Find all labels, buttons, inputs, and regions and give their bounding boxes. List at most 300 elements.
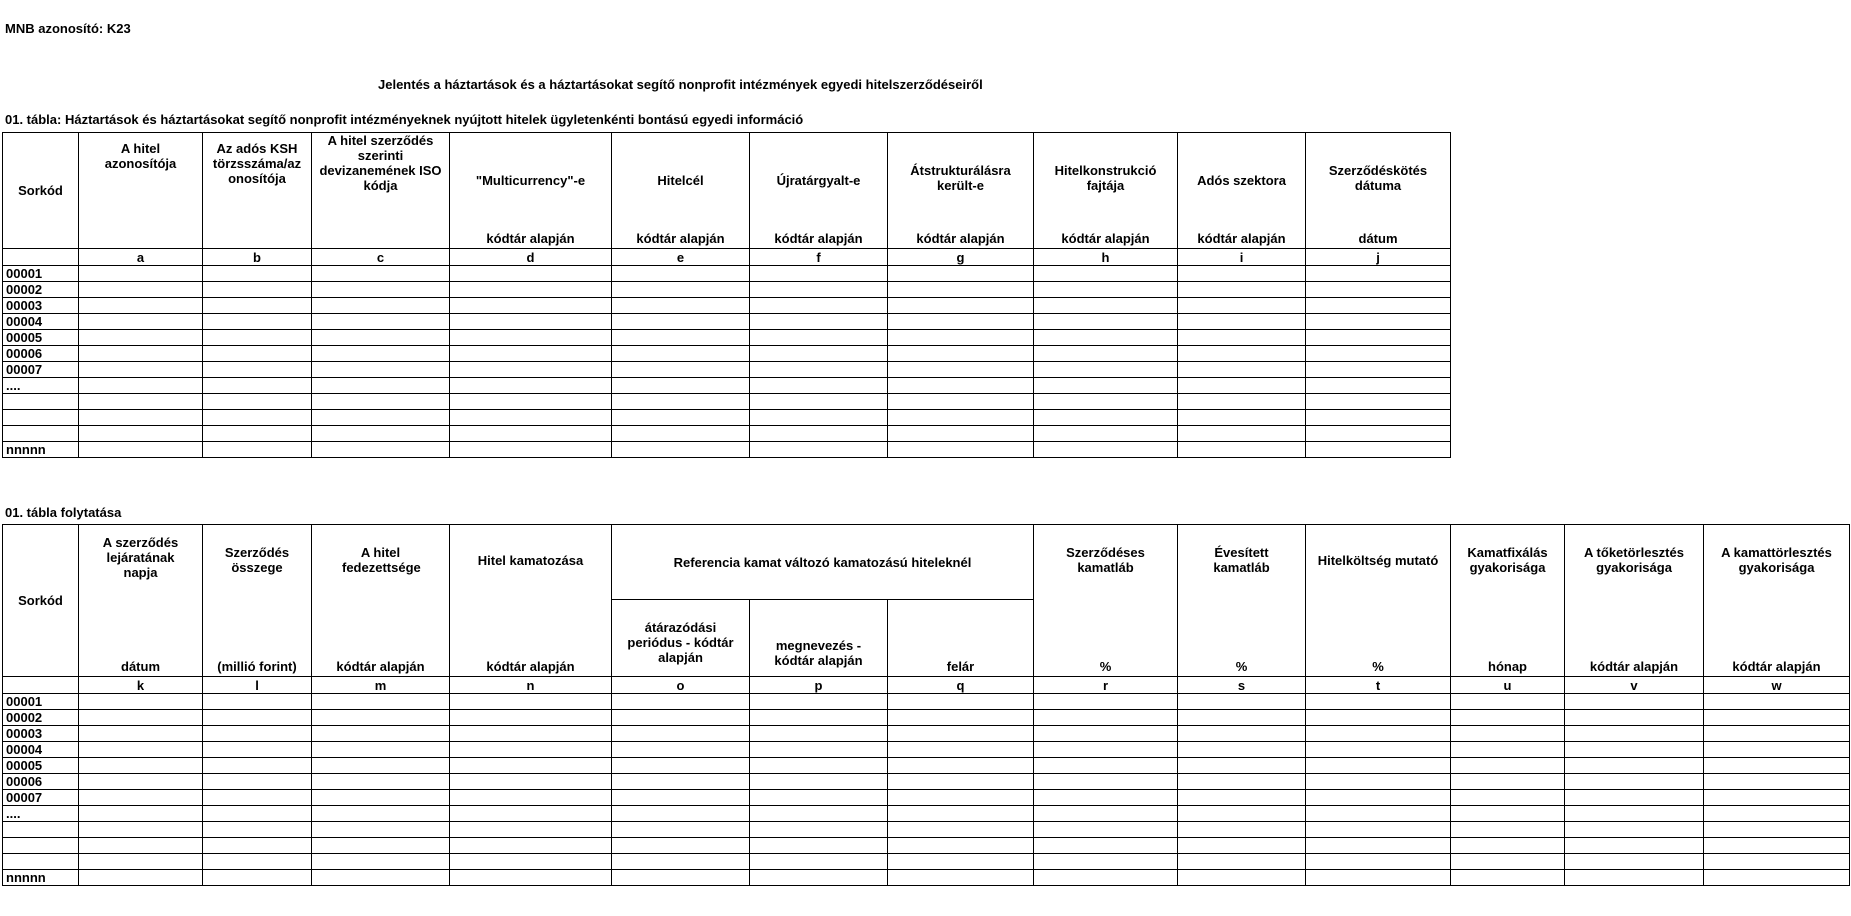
data-cell[interactable] <box>450 282 612 298</box>
data-cell[interactable] <box>612 410 750 426</box>
data-cell[interactable] <box>1565 806 1704 822</box>
mnb-identifier: MNB azonosító: K23 <box>5 21 131 36</box>
data-cell[interactable] <box>888 426 1034 442</box>
data-cell[interactable] <box>450 806 612 822</box>
data-cell[interactable] <box>1034 426 1178 442</box>
data-cell[interactable] <box>1178 346 1306 362</box>
data-cell[interactable] <box>450 758 612 774</box>
data-cell[interactable] <box>203 806 312 822</box>
data-cell[interactable] <box>1306 774 1451 790</box>
data-cell[interactable] <box>888 822 1034 838</box>
data-cell[interactable] <box>612 314 750 330</box>
data-cell[interactable] <box>1565 870 1704 886</box>
data-cell[interactable] <box>1034 442 1178 458</box>
data-cell[interactable] <box>450 774 612 790</box>
data-cell[interactable] <box>203 870 312 886</box>
table1-header-j-unit: dátum <box>1358 231 1398 246</box>
data-cell[interactable] <box>1451 854 1565 870</box>
data-cell[interactable] <box>450 298 612 314</box>
data-cell[interactable] <box>1034 758 1178 774</box>
data-cell[interactable] <box>1034 694 1178 710</box>
table1-letter-blank <box>3 249 79 266</box>
data-cell[interactable] <box>888 854 1034 870</box>
data-cell[interactable] <box>1451 790 1565 806</box>
data-cell[interactable] <box>450 266 612 282</box>
data-cell[interactable] <box>203 854 312 870</box>
data-cell[interactable] <box>612 870 750 886</box>
data-cell[interactable] <box>312 410 450 426</box>
data-cell[interactable] <box>888 806 1034 822</box>
data-cell[interactable] <box>1306 694 1451 710</box>
data-cell[interactable] <box>79 854 203 870</box>
data-cell[interactable] <box>1306 838 1451 854</box>
data-cell[interactable] <box>1034 774 1178 790</box>
data-cell[interactable] <box>1034 346 1178 362</box>
data-cell[interactable] <box>888 266 1034 282</box>
data-cell[interactable] <box>1178 394 1306 410</box>
data-cell[interactable] <box>612 822 750 838</box>
data-cell[interactable] <box>1704 742 1850 758</box>
data-cell[interactable] <box>888 774 1034 790</box>
data-cell[interactable] <box>312 758 450 774</box>
table1-letter-a: a <box>79 249 203 266</box>
data-cell[interactable] <box>312 426 450 442</box>
data-cell[interactable] <box>1451 742 1565 758</box>
data-cell[interactable] <box>1178 410 1306 426</box>
data-cell[interactable] <box>1451 774 1565 790</box>
data-cell[interactable] <box>79 282 203 298</box>
data-cell[interactable] <box>750 790 888 806</box>
data-cell[interactable] <box>312 330 450 346</box>
data-cell[interactable] <box>79 806 203 822</box>
data-cell[interactable] <box>612 394 750 410</box>
data-cell[interactable] <box>1306 758 1451 774</box>
data-cell[interactable] <box>450 870 612 886</box>
data-cell[interactable] <box>203 362 312 378</box>
data-cell[interactable] <box>888 442 1034 458</box>
data-cell[interactable] <box>750 298 888 314</box>
data-cell[interactable] <box>312 282 450 298</box>
data-cell[interactable] <box>1451 758 1565 774</box>
data-cell[interactable] <box>79 442 203 458</box>
data-cell[interactable] <box>1306 742 1451 758</box>
data-cell[interactable] <box>1178 822 1306 838</box>
data-cell[interactable] <box>79 362 203 378</box>
data-cell[interactable] <box>1306 346 1451 362</box>
data-cell[interactable] <box>450 362 612 378</box>
data-cell[interactable] <box>1034 854 1178 870</box>
data-cell[interactable] <box>450 710 612 726</box>
data-cell[interactable] <box>1178 726 1306 742</box>
data-cell[interactable] <box>1306 266 1451 282</box>
data-cell[interactable] <box>450 346 612 362</box>
row-code: 00004 <box>3 314 79 330</box>
data-cell[interactable] <box>750 710 888 726</box>
data-cell[interactable] <box>203 442 312 458</box>
data-cell[interactable] <box>203 378 312 394</box>
data-cell[interactable] <box>79 822 203 838</box>
data-cell[interactable] <box>1451 710 1565 726</box>
data-cell[interactable] <box>1704 838 1850 854</box>
data-cell[interactable] <box>1178 362 1306 378</box>
data-cell[interactable] <box>1451 870 1565 886</box>
data-cell[interactable] <box>1306 410 1451 426</box>
data-cell[interactable] <box>750 758 888 774</box>
data-cell[interactable] <box>750 426 888 442</box>
report-title: Jelentés a háztartások és a háztartásokat segítő nonprofit intézmények egyedi hitelszerződéseiről <box>378 77 983 92</box>
data-cell[interactable] <box>612 742 750 758</box>
data-cell[interactable] <box>750 854 888 870</box>
data-cell[interactable] <box>888 410 1034 426</box>
data-cell[interactable] <box>1565 694 1704 710</box>
data-cell[interactable] <box>612 774 750 790</box>
data-cell[interactable] <box>1306 426 1451 442</box>
data-cell[interactable] <box>203 710 312 726</box>
data-cell[interactable] <box>203 790 312 806</box>
data-cell[interactable] <box>612 378 750 394</box>
data-cell[interactable] <box>79 410 203 426</box>
data-cell[interactable] <box>750 266 888 282</box>
data-cell[interactable] <box>79 298 203 314</box>
data-cell[interactable] <box>750 694 888 710</box>
data-cell[interactable] <box>79 394 203 410</box>
data-cell[interactable] <box>1565 758 1704 774</box>
data-cell[interactable] <box>1704 822 1850 838</box>
data-cell[interactable] <box>312 442 450 458</box>
data-cell[interactable] <box>1034 838 1178 854</box>
data-cell[interactable] <box>203 758 312 774</box>
data-cell[interactable] <box>312 774 450 790</box>
table-row <box>3 442 1451 458</box>
table1-letter-g: g <box>888 249 1034 266</box>
data-cell[interactable] <box>1306 822 1451 838</box>
data-cell[interactable] <box>1704 870 1850 886</box>
data-cell[interactable] <box>1306 282 1451 298</box>
data-cell[interactable] <box>79 314 203 330</box>
data-cell[interactable] <box>312 710 450 726</box>
table-row <box>3 298 1451 314</box>
data-cell[interactable] <box>312 378 450 394</box>
data-cell[interactable] <box>1034 298 1178 314</box>
data-cell[interactable] <box>79 838 203 854</box>
data-cell[interactable] <box>79 266 203 282</box>
data-cell[interactable] <box>888 282 1034 298</box>
table1-header-h: Hitelkonstrukció fajtája <box>1054 163 1157 193</box>
data-cell[interactable] <box>1034 282 1178 298</box>
data-cell[interactable] <box>312 726 450 742</box>
data-cell[interactable] <box>79 870 203 886</box>
data-cell[interactable] <box>750 314 888 330</box>
data-cell[interactable] <box>79 694 203 710</box>
data-cell[interactable] <box>1178 870 1306 886</box>
data-cell[interactable] <box>1565 742 1704 758</box>
data-cell[interactable] <box>1451 694 1565 710</box>
data-cell[interactable] <box>888 362 1034 378</box>
data-cell[interactable] <box>450 330 612 346</box>
data-cell[interactable] <box>312 346 450 362</box>
data-cell[interactable] <box>1034 742 1178 758</box>
table1-header-f-unit: kódtár alapján <box>774 231 863 246</box>
data-cell[interactable] <box>312 854 450 870</box>
data-cell[interactable] <box>203 426 312 442</box>
data-cell[interactable] <box>312 806 450 822</box>
data-cell[interactable] <box>750 394 888 410</box>
data-cell[interactable] <box>450 410 612 426</box>
data-cell[interactable] <box>1306 298 1451 314</box>
table-row <box>3 314 1451 330</box>
data-cell[interactable] <box>612 758 750 774</box>
table1-letter-h: h <box>1034 249 1178 266</box>
data-cell[interactable] <box>750 410 888 426</box>
data-cell[interactable] <box>1178 710 1306 726</box>
data-cell[interactable] <box>203 774 312 790</box>
data-cell[interactable] <box>1306 870 1451 886</box>
data-cell[interactable] <box>1178 330 1306 346</box>
data-cell[interactable] <box>312 298 450 314</box>
data-cell[interactable] <box>450 394 612 410</box>
row-code: 00003 <box>3 726 79 742</box>
data-cell[interactable] <box>1178 694 1306 710</box>
table2-letter-blank <box>3 677 79 694</box>
data-cell[interactable] <box>1178 282 1306 298</box>
data-cell[interactable] <box>750 838 888 854</box>
data-cell[interactable] <box>1034 822 1178 838</box>
data-cell[interactable] <box>888 694 1034 710</box>
data-cell[interactable] <box>750 346 888 362</box>
data-cell[interactable] <box>612 266 750 282</box>
table2-letter-l: l <box>203 677 312 694</box>
data-cell[interactable] <box>1178 806 1306 822</box>
data-cell[interactable] <box>312 694 450 710</box>
data-cell[interactable] <box>312 394 450 410</box>
data-cell[interactable] <box>1306 790 1451 806</box>
data-cell[interactable] <box>79 758 203 774</box>
data-cell[interactable] <box>750 726 888 742</box>
data-cell[interactable] <box>1565 774 1704 790</box>
data-cell[interactable] <box>1704 758 1850 774</box>
data-cell[interactable] <box>450 742 612 758</box>
data-cell[interactable] <box>1565 790 1704 806</box>
data-cell[interactable] <box>612 838 750 854</box>
data-cell[interactable] <box>450 378 612 394</box>
data-cell[interactable] <box>203 838 312 854</box>
data-cell[interactable] <box>888 870 1034 886</box>
data-cell[interactable] <box>612 442 750 458</box>
data-cell[interactable] <box>612 346 750 362</box>
data-cell[interactable] <box>450 790 612 806</box>
data-cell[interactable] <box>888 394 1034 410</box>
data-cell[interactable] <box>79 330 203 346</box>
data-cell[interactable] <box>1704 774 1850 790</box>
data-cell[interactable] <box>750 442 888 458</box>
row-code: 00005 <box>3 758 79 774</box>
data-cell[interactable] <box>203 282 312 298</box>
data-cell[interactable] <box>1178 298 1306 314</box>
data-cell[interactable] <box>612 362 750 378</box>
data-cell[interactable] <box>312 314 450 330</box>
data-cell[interactable] <box>1565 822 1704 838</box>
data-cell[interactable] <box>888 298 1034 314</box>
data-cell[interactable] <box>79 790 203 806</box>
data-cell[interactable] <box>888 330 1034 346</box>
data-cell[interactable] <box>1034 870 1178 886</box>
data-cell[interactable] <box>312 362 450 378</box>
data-cell[interactable] <box>1034 314 1178 330</box>
data-cell[interactable] <box>888 758 1034 774</box>
data-cell[interactable] <box>612 790 750 806</box>
data-cell[interactable] <box>1178 378 1306 394</box>
data-cell[interactable] <box>1704 710 1850 726</box>
data-cell[interactable] <box>1178 790 1306 806</box>
data-cell[interactable] <box>612 426 750 442</box>
data-cell[interactable] <box>888 378 1034 394</box>
data-cell[interactable] <box>1704 726 1850 742</box>
data-cell[interactable] <box>888 790 1034 806</box>
data-cell[interactable] <box>312 838 450 854</box>
data-cell[interactable] <box>1451 806 1565 822</box>
data-cell[interactable] <box>1306 726 1451 742</box>
table2-letter-n: n <box>450 677 612 694</box>
data-cell[interactable] <box>312 790 450 806</box>
data-cell[interactable] <box>612 710 750 726</box>
data-cell[interactable] <box>79 426 203 442</box>
data-cell[interactable] <box>1704 790 1850 806</box>
data-cell[interactable] <box>450 694 612 710</box>
data-cell[interactable] <box>1178 442 1306 458</box>
data-cell[interactable] <box>888 314 1034 330</box>
data-cell[interactable] <box>1306 442 1451 458</box>
data-cell[interactable] <box>612 806 750 822</box>
data-cell[interactable] <box>1034 330 1178 346</box>
data-cell[interactable] <box>1306 314 1451 330</box>
data-cell[interactable] <box>750 822 888 838</box>
data-cell[interactable] <box>1178 742 1306 758</box>
data-cell[interactable] <box>79 346 203 362</box>
data-cell[interactable] <box>1306 710 1451 726</box>
data-cell[interactable] <box>1178 774 1306 790</box>
table2-header-l-unit: (millió forint) <box>217 659 297 674</box>
data-cell[interactable] <box>450 314 612 330</box>
data-cell[interactable] <box>1034 710 1178 726</box>
data-cell[interactable] <box>203 298 312 314</box>
data-cell[interactable] <box>1034 266 1178 282</box>
data-cell[interactable] <box>1451 838 1565 854</box>
data-cell[interactable] <box>888 742 1034 758</box>
row-code <box>3 410 79 426</box>
data-cell[interactable] <box>1565 726 1704 742</box>
data-cell[interactable] <box>450 854 612 870</box>
data-cell[interactable] <box>1704 854 1850 870</box>
data-cell[interactable] <box>612 694 750 710</box>
data-cell[interactable] <box>1704 694 1850 710</box>
data-cell[interactable] <box>1306 362 1451 378</box>
data-cell[interactable] <box>1451 822 1565 838</box>
data-cell[interactable] <box>888 710 1034 726</box>
data-cell[interactable] <box>312 742 450 758</box>
data-cell[interactable] <box>1306 806 1451 822</box>
data-cell[interactable] <box>1178 314 1306 330</box>
data-cell[interactable] <box>1565 710 1704 726</box>
data-cell[interactable] <box>203 822 312 838</box>
data-cell[interactable] <box>450 442 612 458</box>
data-cell[interactable] <box>203 742 312 758</box>
row-code: nnnnn <box>3 442 79 458</box>
data-cell[interactable] <box>750 330 888 346</box>
data-cell[interactable] <box>1178 266 1306 282</box>
data-cell[interactable] <box>203 314 312 330</box>
data-cell[interactable] <box>1034 806 1178 822</box>
data-cell[interactable] <box>1178 426 1306 442</box>
data-cell[interactable] <box>450 822 612 838</box>
data-cell[interactable] <box>1565 838 1704 854</box>
data-cell[interactable] <box>312 870 450 886</box>
data-cell[interactable] <box>203 410 312 426</box>
table-row <box>3 758 1850 774</box>
data-cell[interactable] <box>1704 806 1850 822</box>
data-cell[interactable] <box>1306 394 1451 410</box>
data-cell[interactable] <box>750 362 888 378</box>
data-cell[interactable] <box>1306 378 1451 394</box>
data-cell[interactable] <box>203 330 312 346</box>
table-row <box>3 854 1850 870</box>
data-cell[interactable] <box>79 710 203 726</box>
data-cell[interactable] <box>1178 838 1306 854</box>
data-cell[interactable] <box>612 282 750 298</box>
data-cell[interactable] <box>1034 378 1178 394</box>
data-cell[interactable] <box>450 726 612 742</box>
data-cell[interactable] <box>312 266 450 282</box>
data-cell[interactable] <box>1178 854 1306 870</box>
data-cell[interactable] <box>750 774 888 790</box>
data-cell[interactable] <box>79 726 203 742</box>
data-cell[interactable] <box>1565 854 1704 870</box>
data-cell[interactable] <box>750 378 888 394</box>
data-cell[interactable] <box>612 330 750 346</box>
data-cell[interactable] <box>203 726 312 742</box>
data-cell[interactable] <box>888 346 1034 362</box>
data-cell[interactable] <box>203 694 312 710</box>
data-cell[interactable] <box>1034 410 1178 426</box>
data-cell[interactable] <box>1034 394 1178 410</box>
data-cell[interactable] <box>612 854 750 870</box>
data-cell[interactable] <box>203 394 312 410</box>
data-cell[interactable] <box>888 838 1034 854</box>
data-cell[interactable] <box>450 838 612 854</box>
data-cell[interactable] <box>450 426 612 442</box>
data-cell[interactable] <box>1451 726 1565 742</box>
data-cell[interactable] <box>1178 758 1306 774</box>
data-cell[interactable] <box>612 298 750 314</box>
data-cell[interactable] <box>750 282 888 298</box>
data-cell[interactable] <box>79 742 203 758</box>
data-cell[interactable] <box>750 806 888 822</box>
data-cell[interactable] <box>1306 854 1451 870</box>
data-cell[interactable] <box>79 378 203 394</box>
data-cell[interactable] <box>1034 362 1178 378</box>
data-cell[interactable] <box>79 774 203 790</box>
data-cell[interactable] <box>1034 790 1178 806</box>
data-cell[interactable] <box>612 726 750 742</box>
table2-header-v: A tőketörlesztés gyakorisága <box>1584 545 1684 575</box>
data-cell[interactable] <box>312 822 450 838</box>
data-cell[interactable] <box>750 870 888 886</box>
data-cell[interactable] <box>750 742 888 758</box>
data-cell[interactable] <box>1306 330 1451 346</box>
data-cell[interactable] <box>203 346 312 362</box>
data-cell[interactable] <box>203 266 312 282</box>
data-cell[interactable] <box>888 726 1034 742</box>
data-cell[interactable] <box>1034 726 1178 742</box>
